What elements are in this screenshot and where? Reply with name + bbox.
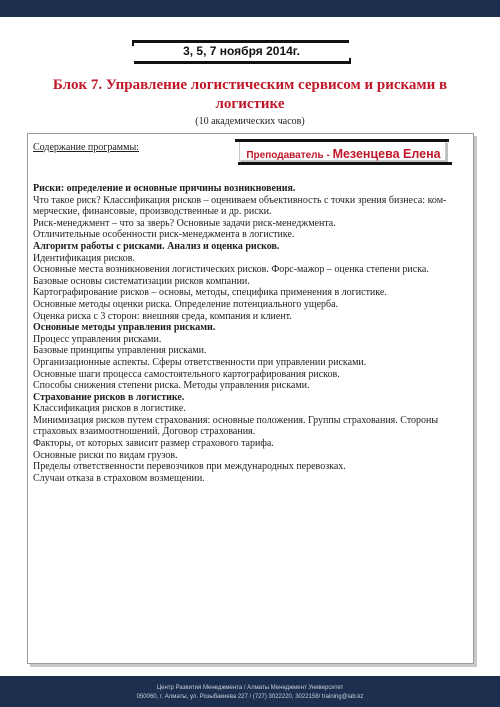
hours-note: (10 академических часов) [195, 116, 305, 127]
program-line: Классификация рисков в логистике. [33, 403, 186, 415]
program-line: Пределы ответственности перевозчиков при международных перевозках. [33, 461, 346, 473]
program-line: Случаи отказа в страховом возмещении. [33, 472, 205, 484]
section-heading: Риски: определение и основные причины возникновения. [33, 183, 296, 194]
program-line: Базовые принципы управления рисками. [33, 345, 207, 357]
teacher-name: Мезенцева Елена [332, 147, 441, 161]
program-line: Основные места возникновения логистических рисков. Форс-мажор – оценка степени риска. [33, 264, 429, 276]
program-line: Оценка риска с 3 сторон: внешняя среда, компания и клиент. [33, 310, 292, 322]
program-label: Содержание программы: [33, 142, 139, 153]
section-heading: Страхование рисков в логистике. [33, 391, 185, 403]
bottom-band [0, 676, 500, 707]
dates-heading: 3, 5, 7 ноября 2014г. [183, 44, 300, 58]
program-line: Основные риски по видам грузов. [33, 449, 178, 461]
teacher-role: Преподаватель - [246, 150, 333, 161]
program-line: Минимизация рисков путем страхования: основные положения. Группы страхования. Стороны [33, 414, 439, 426]
program-line: Риск-менеджмент – что за зверь? Основные задачи риск-менеджмента. [33, 217, 336, 229]
section-heading: Алгоритм работы с рисками. Анализ и оценка рисков. [33, 240, 280, 252]
footer-org: Центр Развития Менеджмента / Алматы Менеджмент Университет [156, 685, 344, 691]
program-line: Основные шаги процесса самостоятельного картографирования рисков. [33, 368, 340, 380]
program-line: Картографирование рисков – основы, методы, специфика применения в логистике. [33, 287, 387, 299]
teacher-caption [240, 145, 447, 163]
program-line: Отличительные особенности риск-менеджмента в логистике. [33, 229, 295, 241]
program-line: Базовые основы систематизации рисков компании. [33, 275, 250, 287]
program-content [33, 183, 463, 484]
block-title: Блок 7. Управление логистическим сервисом и рисками в логистике [52, 77, 448, 112]
program-line: Идентификация рисков. [33, 252, 135, 264]
program-line: страховых взаимоотношений. Договор страхования. [33, 426, 256, 438]
top-band [0, 0, 500, 17]
program-line: Основные методы оценки риска. Определение потенциального ущерба. [33, 298, 339, 310]
program-line: Факторы, от которых зависит размер страхового тарифа. [33, 438, 274, 450]
program-line: мерческие, финансовые, производственные и др. риски. [33, 206, 272, 218]
program-line: Организационные аспекты. Сферы ответственности при управлении рисками. [33, 356, 367, 368]
program-line: Процесс управления рисками. [33, 333, 162, 345]
program-line: Способы снижения степени риска. Методы управления рисками. [33, 380, 310, 392]
program-line: Что такое риск? Классификация рисков – оцениваем объективность с точки зрения бизнеса: ком- [33, 194, 447, 206]
teacher-box [239, 141, 446, 161]
section-heading: Основные методы управления рисками. [33, 322, 216, 334]
footer-address: 050060, г. Алматы, ул. Розыбакиева 227 / (727) 3022220, 3022158/ training@iab.kz [136, 694, 364, 700]
